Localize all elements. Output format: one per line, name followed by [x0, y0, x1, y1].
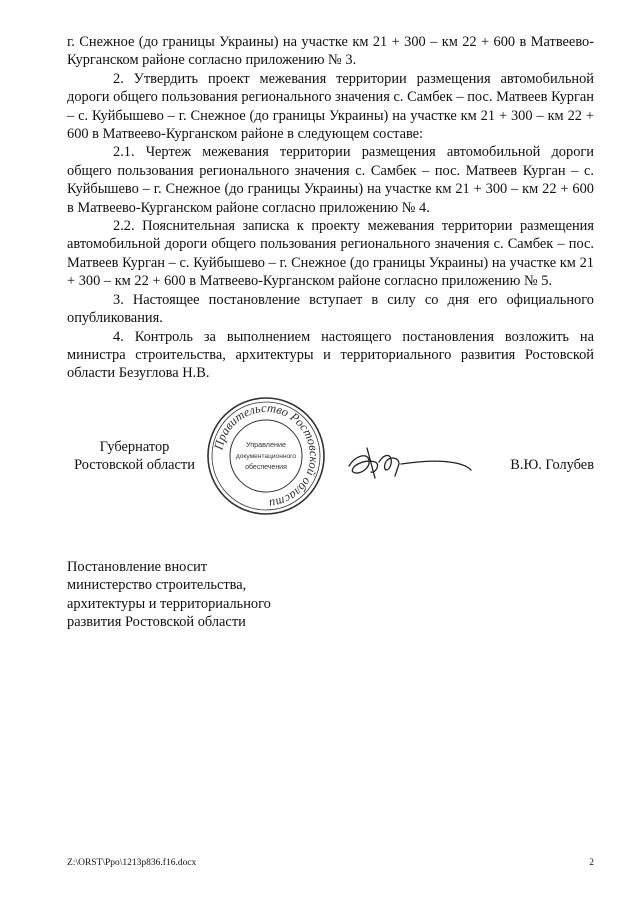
note-line: развития Ростовской области	[67, 614, 246, 631]
handwritten-signature	[345, 442, 475, 482]
seal-ring-text: Правительство Ростовской области	[211, 400, 322, 511]
paragraph-continuation: г. Снежное (до границы Украины) на участке км 21 + 300 – км 22 + 600 в Матвеево-Курганском районе согласно приложению № 3.	[67, 34, 594, 69]
signer-name: В.Ю. Голубев	[510, 457, 594, 473]
signer-title	[67, 438, 202, 475]
signature-block	[67, 400, 594, 515]
resolution-body	[67, 33, 594, 383]
signer-title-line2: Ростовской области	[74, 457, 195, 474]
seal-inner-line2: документационного	[235, 453, 297, 460]
official-seal-stamp	[202, 392, 330, 520]
submitter-note	[67, 558, 367, 632]
seal-inner-line1: Управление	[246, 440, 286, 449]
paragraph-item-3: 3. Настоящее постановление вступает в силу со дня его официального опубликования.	[67, 291, 594, 327]
paragraph-item-2-1: 2.1. Чертеж межевания территории размещения автомобильной дороги общего пользования регионального значения с. Самбек – пос. Матвеев Курган – с. Куйбышево – г. Снежное (до границы Украины) на участке км 21 + 300 – км 22 + 600 в Матвеево-Курганском районе согласно приложению № 4.	[67, 144, 594, 216]
paragraph-item-2-2: 2.2. Пояснительная записка к проекту межевания территории размещения автомобильной дороги общего пользования регионального значения с. Самбек – пос. Матвеев Курган – с. Куйбышево – г. Снежное (до границы Украины) на участке км 21 + 300 – км 22 + 600 в Матвеево-Курганском районе согласно приложению № 5.	[67, 218, 594, 290]
paragraph-item-4: 4. Контроль за выполнением настоящего постановления возложить на министра строительства, архитектуры и территориального развития Ростовской области Безуглова Н.В.	[67, 328, 594, 382]
footer-file-path: Z:\ORST\Ppo\1213p836.f16.docx	[67, 858, 197, 868]
note-line: Постановление вносит	[67, 559, 208, 575]
page-number: 2	[589, 858, 594, 868]
seal-inner-line3: обеспечения	[245, 464, 287, 471]
note-line: архитектуры и территориального	[67, 595, 271, 612]
note-line: министерство строительства,	[67, 577, 247, 594]
paragraph-item-2: 2. Утвердить проект межевания территории размещения автомобильной дороги общего пользования регионального значения с. Самбек – пос. Матвеев Курган – с. Куйбышево – г. Снежное (до границы Украины) на участке км 21 + 300 – км 22 + 600 в Матвеево-Курганском районе в следующем составе:	[67, 70, 594, 143]
signer-title-line1: Губернатор	[99, 439, 170, 455]
